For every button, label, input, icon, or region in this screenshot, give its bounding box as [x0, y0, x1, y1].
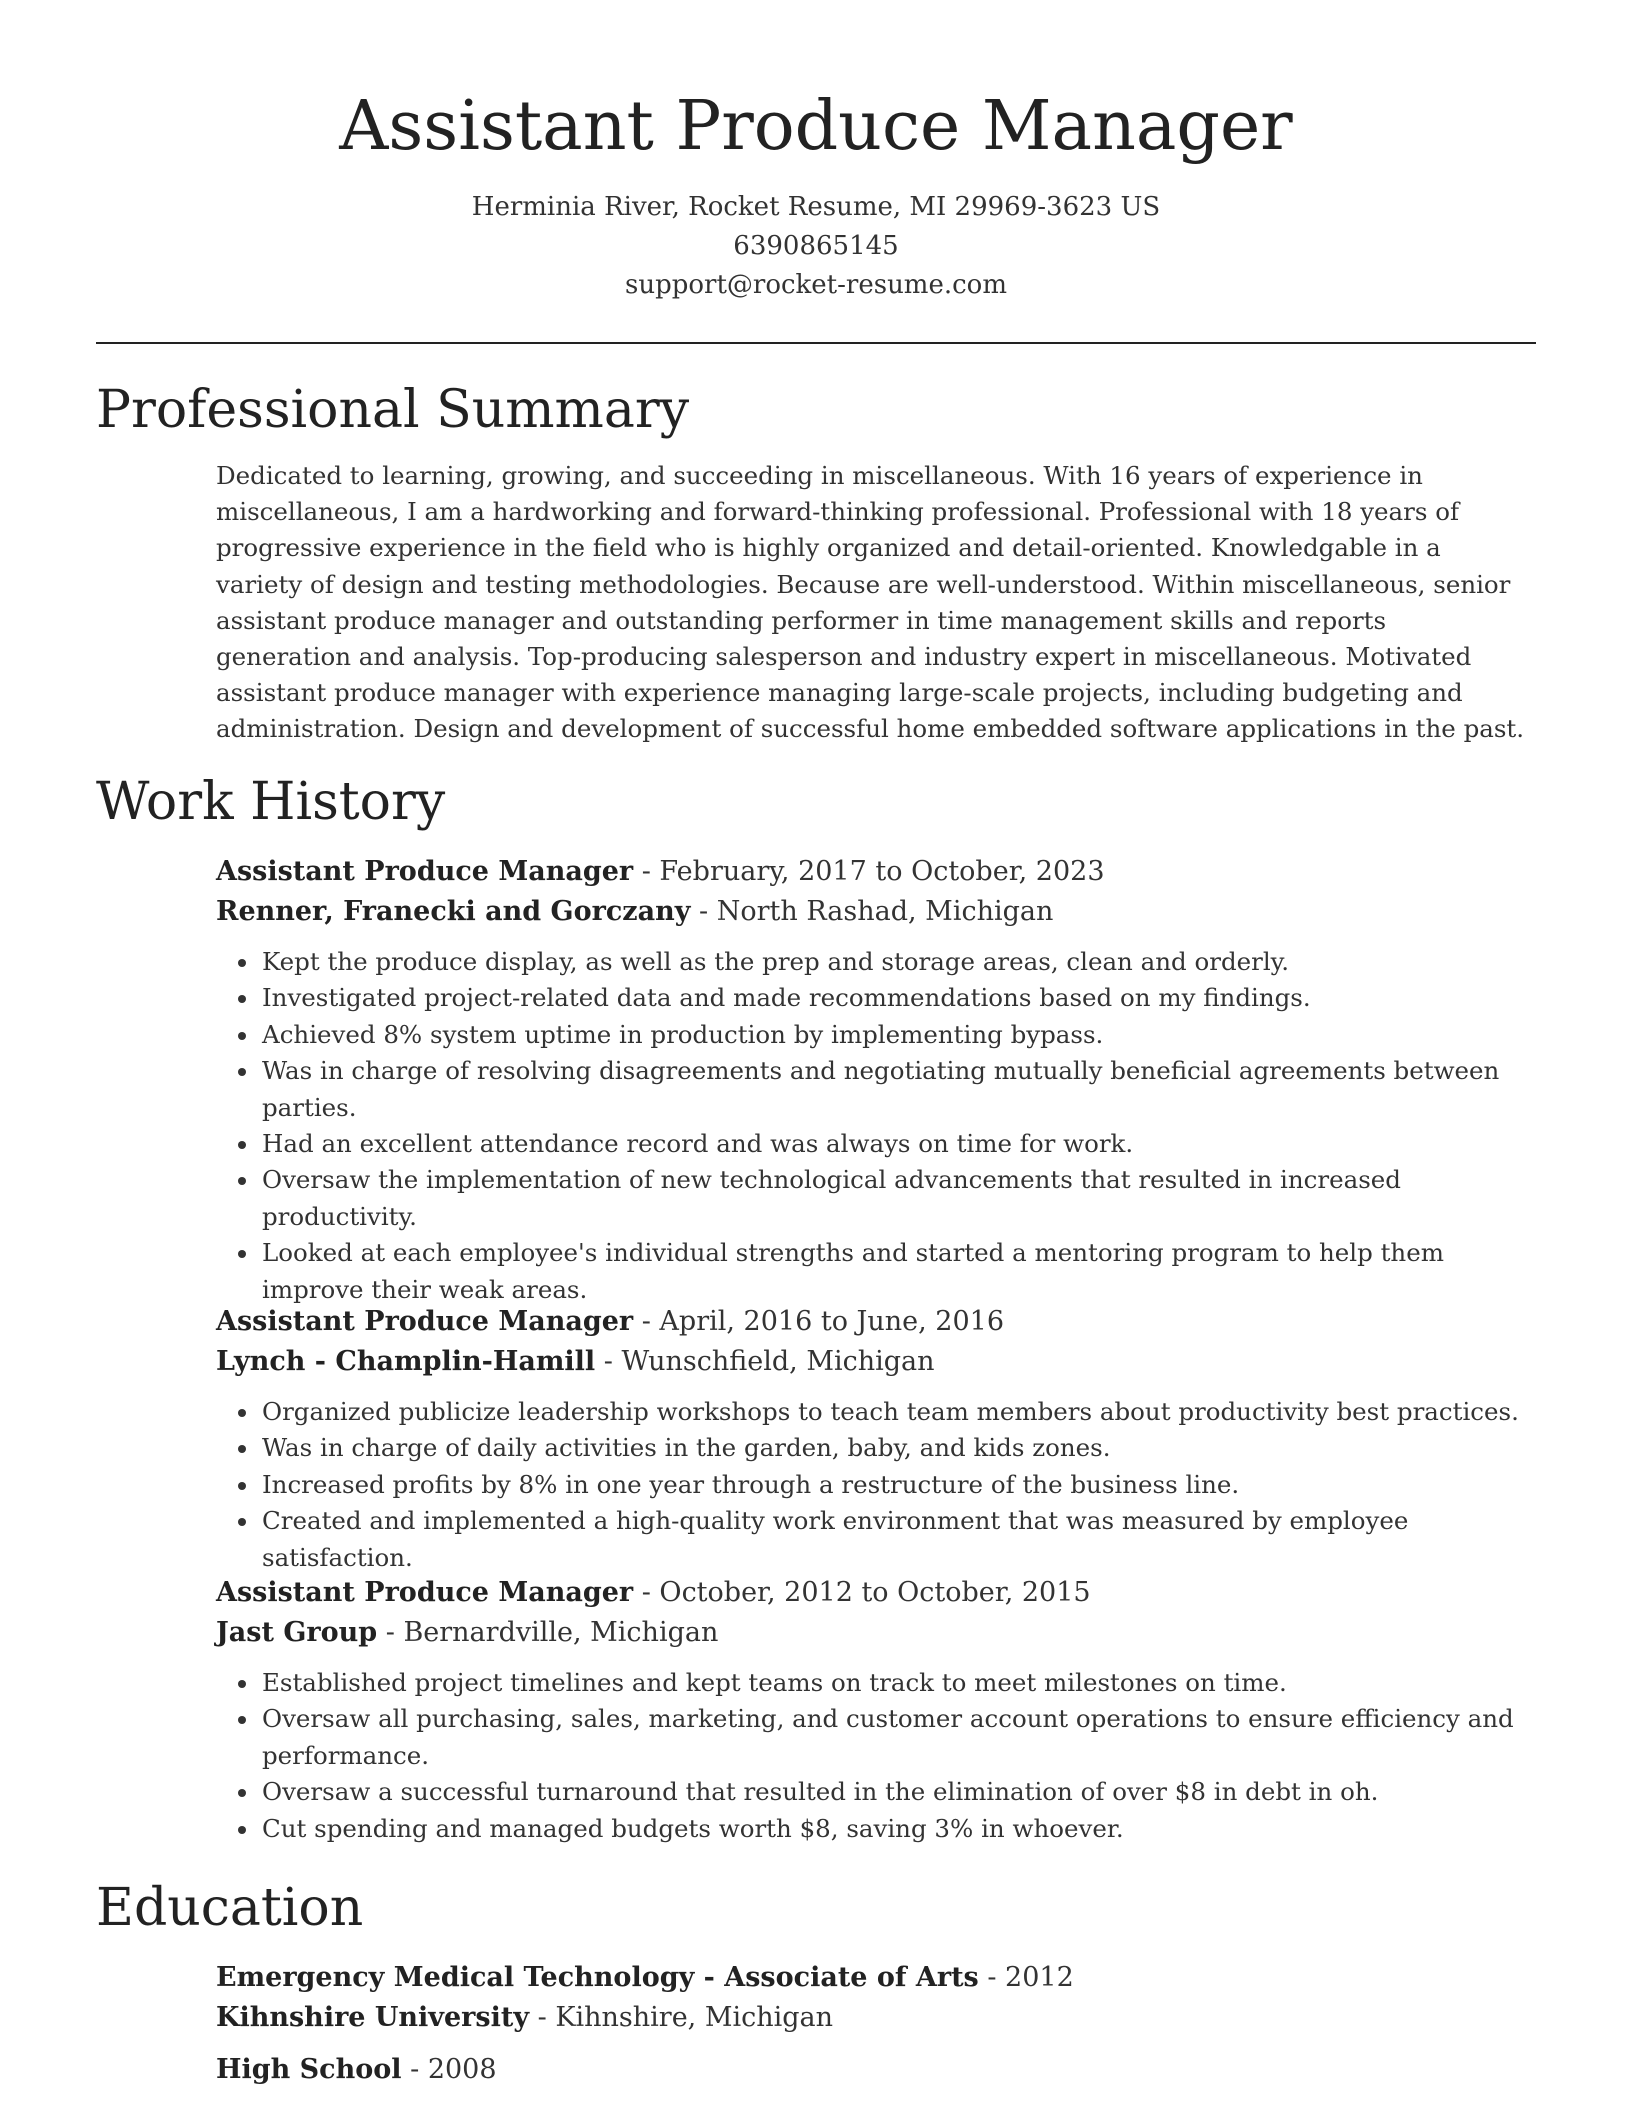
job-bullets — [216, 1394, 1526, 1576]
job-bullet: • Created and implemented a high-quality work environment that was measured by employee satisfaction. — [260, 1503, 1526, 1576]
job-bullet: • Was in charge of resolving disagreements and negotiating mutually beneficial agreements between parties. — [260, 1053, 1526, 1126]
resume-header — [0, 0, 1632, 305]
job-dates: - February, 2017 to October, 2023 — [633, 856, 1105, 887]
job-bullets — [216, 944, 1526, 1308]
job-title-line — [216, 852, 1526, 892]
job-company: Jast Group — [216, 1617, 378, 1648]
job-entry — [216, 1573, 1526, 1847]
job-bullet: • Investigated project-related data and made recommendations based on my findings. — [260, 980, 1526, 1016]
job-bullet: • Oversaw a successful turnaround that resulted in the elimination of over $8 in debt in oh. — [260, 1774, 1526, 1810]
contact-address: Herminia River, Rocket Resume, MI 29969-3623 US — [471, 192, 1161, 222]
job-company: Renner, Franecki and Gorczany — [216, 896, 691, 927]
job-role: Assistant Produce Manager — [216, 1306, 634, 1337]
job-bullet: • Oversaw all purchasing, sales, marketing, and customer account operations to ensure efficiency and performance. — [260, 1701, 1526, 1774]
job-location: - North Rashad, Michigan — [690, 896, 1054, 927]
job-bullet: • Organized publicize leadership workshops to teach team members about productivity best practices. — [260, 1394, 1526, 1430]
job-company-line — [216, 1342, 1526, 1382]
job-bullet: • Increased profits by 8% in one year through a restructure of the business line. — [260, 1467, 1526, 1503]
education-location: - Kihnshire, Michigan — [529, 2002, 834, 2033]
job-bullet: • Oversaw the implementation of new technological advancements that resulted in increased productivity. — [260, 1162, 1526, 1235]
job-bullets — [216, 1665, 1526, 1847]
job-bullet: • Kept the produce display, as well as the prep and storage areas, clean and orderly. — [260, 944, 1526, 980]
job-company-line — [216, 1613, 1526, 1653]
summary-text: Dedicated to learning, growing, and succeeding in miscellaneous. With 16 years of experience in miscellaneous, I am a hardworking and forward-thinking professional. Professional with 18 years of progressive experience in the field who is highly organized and detail-oriented. Knowledgable in a variety of design and testing methodologies. Because are well-understood. Within miscellaneous, senior assistant produce manager and outstanding performer in time management skills and reports generation and analysis. Top-producing salesperson and industry expert in miscellaneous. Motivated assistant produce manager with experience managing large-scale projects, including budgeting and administration. Design and development of successful home embedded software applications in the past. — [216, 461, 1525, 744]
candidate-name: Assistant Produce Manager — [339, 87, 1293, 166]
job-bullet: • Was in charge of daily activities in the garden, baby, and kids zones. — [260, 1430, 1526, 1466]
education-degree-line — [216, 1958, 1526, 1998]
job-entry — [216, 1302, 1526, 1576]
job-location: - Bernardville, Michigan — [377, 1617, 719, 1648]
job-dates: - April, 2016 to June, 2016 — [633, 1306, 1004, 1337]
section-title-education: Education — [96, 1878, 364, 1938]
contact-phone: 6390865145 — [733, 231, 899, 261]
header-divider — [96, 342, 1536, 344]
job-title-line — [216, 1302, 1526, 1342]
education-year: - 2008 — [401, 2054, 497, 2085]
job-dates: - October, 2012 to October, 2015 — [633, 1577, 1091, 1608]
education-year: - 2012 — [978, 1962, 1074, 1993]
job-company-line — [216, 892, 1526, 932]
contact-block — [0, 188, 1632, 305]
education-school-line — [216, 1998, 1526, 2038]
education-degree: High School — [216, 2054, 402, 2085]
job-entry — [216, 852, 1526, 1308]
job-company: Lynch - Champlin-Hamill — [216, 1346, 596, 1377]
job-role: Assistant Produce Manager — [216, 1577, 634, 1608]
job-bullet: • Established project timelines and kept teams on track to meet milestones on time. — [260, 1665, 1526, 1701]
job-bullet: • Achieved 8% system uptime in production by implementing bypass. — [260, 1017, 1526, 1053]
job-bullet: • Had an excellent attendance record and was always on time for work. — [260, 1126, 1526, 1162]
education-entry — [216, 2050, 1526, 2090]
job-bullet: • Looked at each employee's individual strengths and started a mentoring program to help them improve their weak areas. — [260, 1235, 1526, 1308]
education-degree: Emergency Medical Technology - Associate of Arts — [216, 1962, 979, 1993]
section-title-summary: Professional Summary — [96, 380, 690, 440]
education-school: Kihnshire University — [216, 2002, 530, 2033]
job-title-line — [216, 1573, 1526, 1613]
job-role: Assistant Produce Manager — [216, 856, 634, 887]
job-bullet: • Cut spending and managed budgets worth $8, saving 3% in whoever. — [260, 1811, 1526, 1847]
section-title-work-history: Work History — [96, 772, 446, 832]
education-entry — [216, 1958, 1526, 2038]
education-degree-line — [216, 2050, 1526, 2090]
contact-email: support@rocket-resume.com — [624, 270, 1007, 300]
summary-block — [216, 458, 1526, 748]
job-location: - Wunschfield, Michigan — [595, 1346, 935, 1377]
